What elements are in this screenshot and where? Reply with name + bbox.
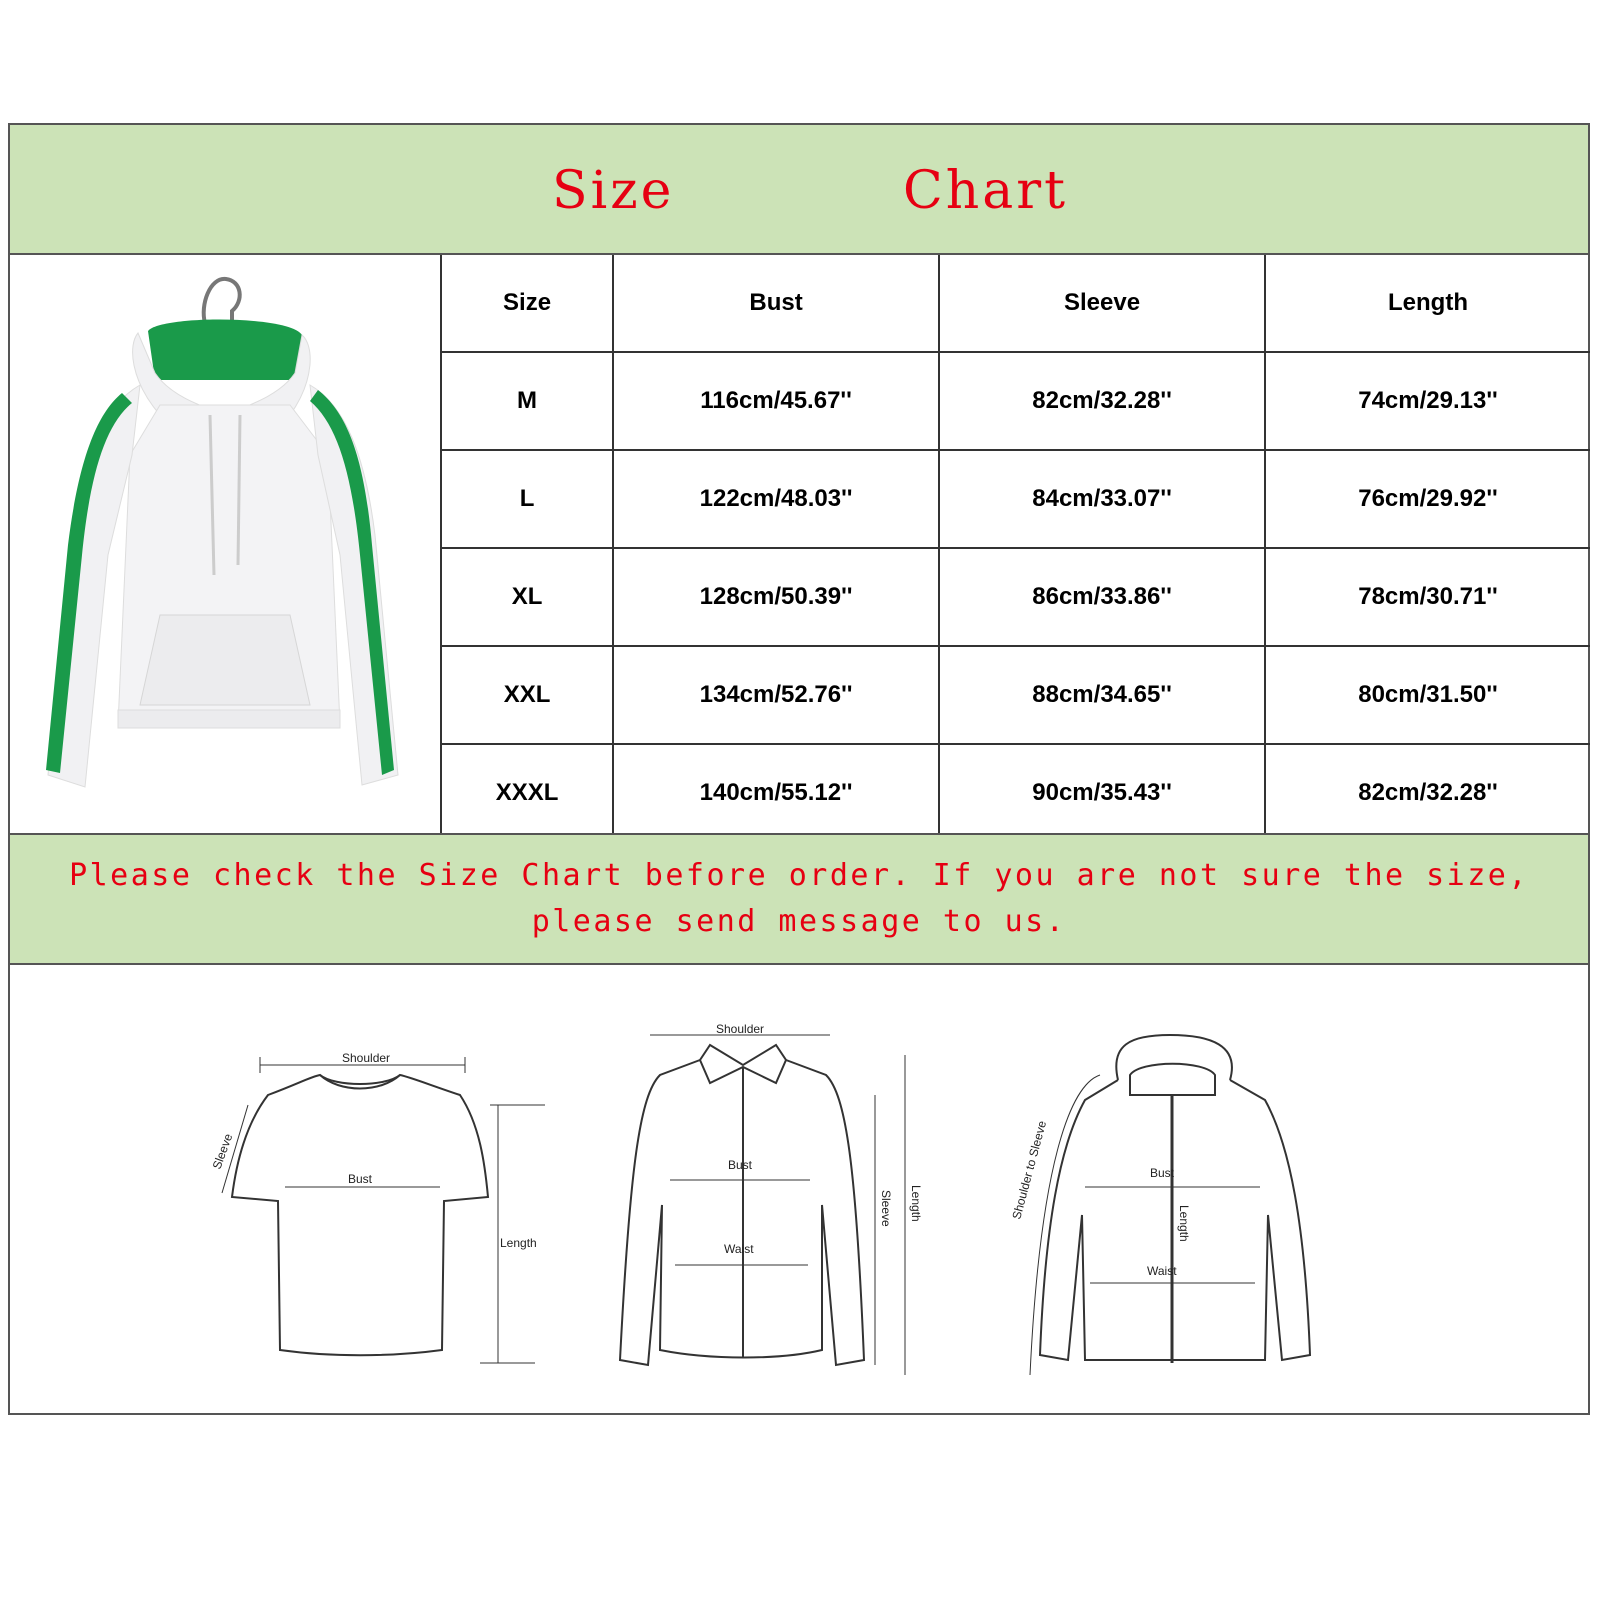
table-row [442,646,1590,744]
cell-length: 80cm/31.50'' [1265,646,1590,744]
cell-bust: 140cm/55.12'' [613,744,939,841]
hoodie-shoulder-to-sleeve-label: Shoulder to Sleeve [1009,1119,1050,1221]
size-chart-sheet [8,123,1590,1415]
cell-size: XXL [442,646,613,744]
cell-length: 78cm/30.71'' [1265,548,1590,646]
notice-line-2: please send message to us. [531,904,1067,939]
cell-length: 76cm/29.92'' [1265,450,1590,548]
cell-bust: 128cm/50.39'' [613,548,939,646]
table-row [442,744,1590,841]
hoodie-product-image [10,255,440,831]
shirt-shoulder-label: Shoulder [716,1022,765,1036]
header-sleeve: Sleeve [939,255,1265,352]
zip-hoodie-diagram [1030,1035,1310,1375]
header-bust: Bust [613,255,939,352]
cell-sleeve: 86cm/33.86'' [939,548,1265,646]
title-band [10,125,1588,255]
notice-band [10,833,1588,965]
hoodie-bust-label: Bust [1150,1166,1175,1180]
tshirt-bust-label: Bust [348,1172,373,1186]
shirt-sleeve-label: Sleeve [879,1190,893,1227]
diagrams-svg [10,965,1588,1413]
cell-sleeve: 90cm/35.43'' [939,744,1265,841]
cell-length: 82cm/32.28'' [1265,744,1590,841]
cell-sleeve: 84cm/33.07'' [939,450,1265,548]
table-row [442,548,1590,646]
cell-sleeve: 88cm/34.65'' [939,646,1265,744]
cell-length: 74cm/29.13'' [1265,352,1590,450]
cell-size: M [442,352,613,450]
shirt-bust-label: Bust [728,1158,753,1172]
header-length: Length [1265,255,1590,352]
tshirt-diagram [222,1057,545,1363]
notice-line-1: Please check the Size Chart before order. If you are not sure the size, [69,858,1529,893]
cell-bust: 116cm/45.67'' [613,352,939,450]
tshirt-shoulder-label: Shoulder [342,1051,391,1065]
title-word-chart: Chart [903,161,1069,221]
shirt-length-label: Length [909,1185,923,1222]
cell-size: XXXL [442,744,613,841]
tshirt-length-label: Length [500,1236,537,1250]
title-word-size: Size [552,161,675,221]
header-size: Size [442,255,613,352]
table-row [442,352,1590,450]
shirt-waist-label: Waist [724,1242,754,1256]
measurement-diagrams [10,965,1588,1415]
hood-lining [148,319,302,380]
shirt-diagram [620,1035,905,1375]
hoodie-length-label: Length [1177,1205,1191,1242]
cell-bust: 122cm/48.03'' [613,450,939,548]
kangaroo-pocket [140,615,310,705]
tshirt-sleeve-label: Sleeve [209,1131,236,1172]
cell-size: XL [442,548,613,646]
hoodie-waist-label: Waist [1147,1264,1177,1278]
cell-sleeve: 82cm/32.28'' [939,352,1265,450]
size-table [442,255,1590,841]
product-photo [10,255,442,833]
cell-bust: 134cm/52.76'' [613,646,939,744]
cell-size: L [442,450,613,548]
table-header-row [442,255,1590,352]
table-row [442,450,1590,548]
